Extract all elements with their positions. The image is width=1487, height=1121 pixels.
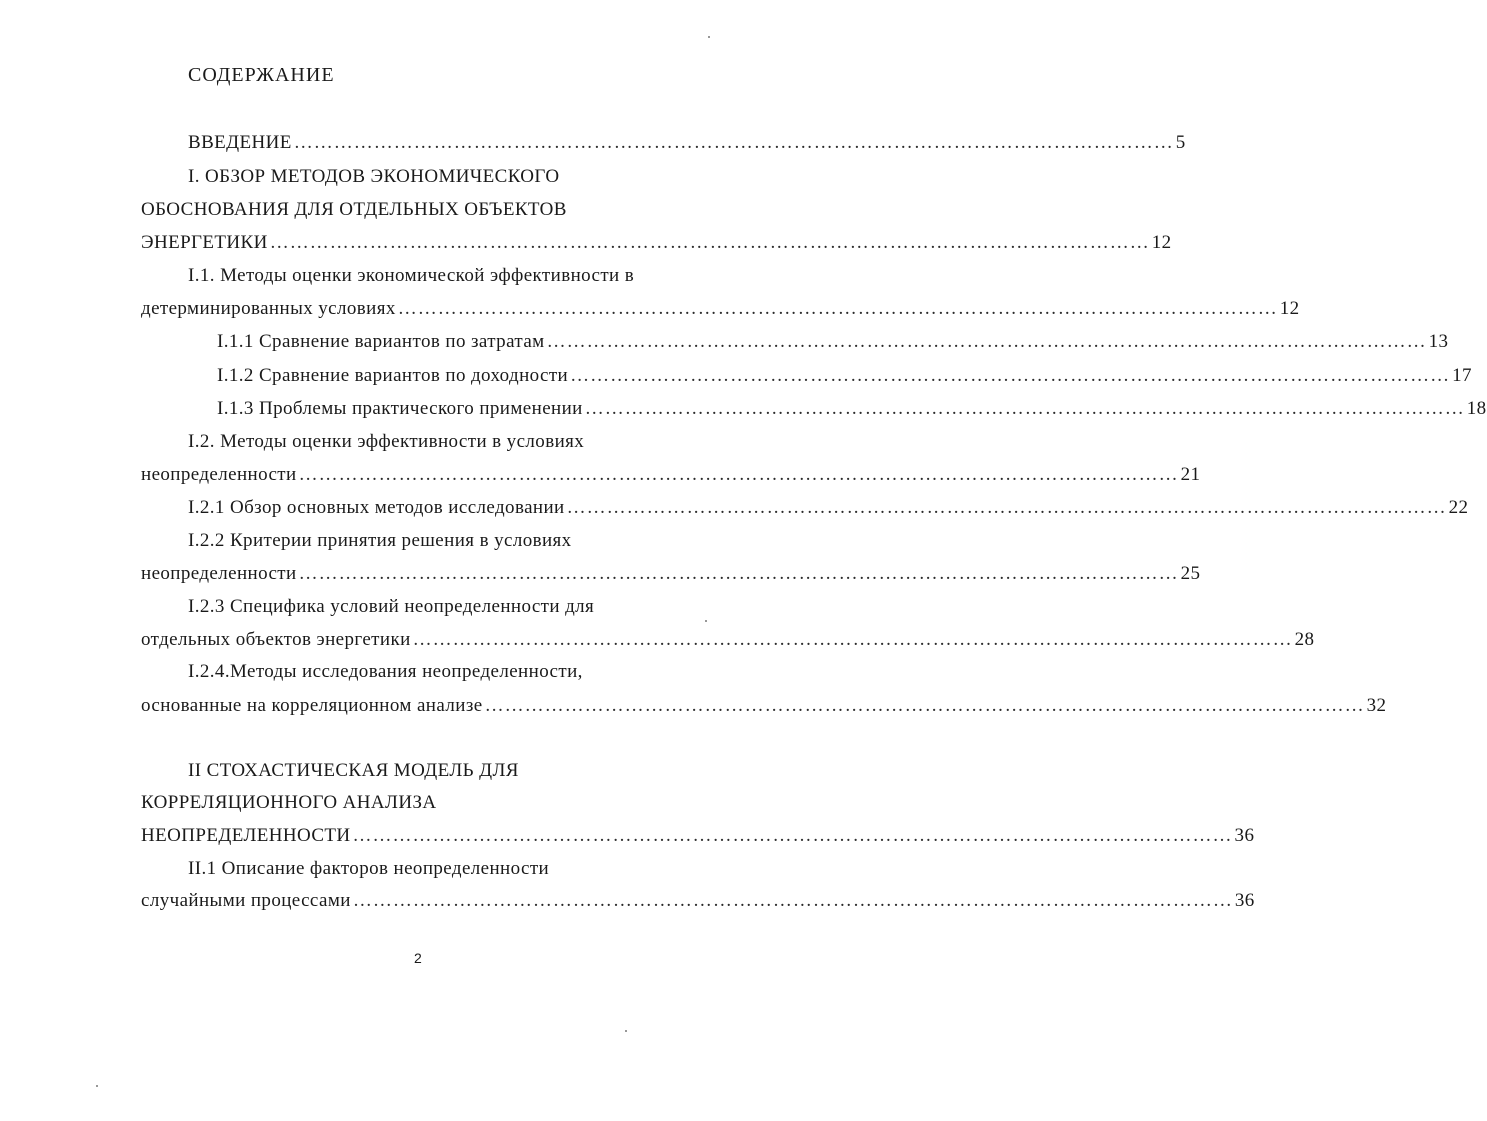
dot-leader: …………………………………………………………………………………………………………………… <box>484 695 1365 716</box>
toc-entry-title: отдельных объектов энергетики <box>141 629 411 650</box>
scan-speck <box>708 36 710 38</box>
toc-page-number: 36 <box>1234 890 1255 911</box>
toc-entry-intro <box>188 131 1186 155</box>
toc-entry-title: ЭНЕРГЕТИКИ <box>141 232 268 253</box>
toc-entry-title: I.1.1 Сравнение вариантов по затратам <box>217 331 545 352</box>
toc-chapter-2-line-1: II СТОХАСТИЧЕСКАЯ МОДЕЛЬ ДЛЯ <box>188 760 519 781</box>
toc-entry-title: неопределенности <box>141 563 297 584</box>
toc-entry-title: НЕОПРЕДЕЛЕННОСТИ <box>141 825 351 846</box>
toc-section-1-2-4-line-1: I.2.4.Методы исследования неопределенности, <box>188 661 583 682</box>
dot-leader: …………………………………………………………………………………………………………………… <box>570 365 1451 386</box>
toc-entry-section-1-1-2 <box>217 364 1472 388</box>
toc-entry-section-1-2 <box>141 463 1201 487</box>
toc-entry-section-1-2-2 <box>141 562 1201 586</box>
toc-page-number: 5 <box>1175 132 1186 153</box>
toc-heading: СОДЕРЖАНИЕ <box>188 64 335 86</box>
dot-leader: …………………………………………………………………………………………………………………… <box>566 497 1447 518</box>
toc-entry-section-1-2-1 <box>188 496 1469 520</box>
toc-section-1-2-2-line-1: I.2.2 Критерии принятия решения в условиях <box>188 530 572 551</box>
toc-entry-title: детерминированных условиях <box>141 298 396 319</box>
toc-section-2-1-line-1: II.1 Описание факторов неопределенности <box>188 858 550 879</box>
toc-page-number: 25 <box>1180 563 1201 584</box>
toc-page-number: 22 <box>1448 497 1469 518</box>
toc-entry-section-1-2-3 <box>141 628 1315 652</box>
page-number: 2 <box>414 950 422 966</box>
toc-entry-section-1-2-4 <box>141 694 1387 718</box>
toc-page-number: 17 <box>1452 365 1472 386</box>
toc-entry-title: I.1.3 Проблемы практического применении <box>217 398 583 419</box>
toc-section-1-2-3-line-1: I.2.3 Специфика условий неопределенности для <box>188 596 595 617</box>
dot-leader: …………………………………………………………………………………………………………………… <box>412 629 1293 650</box>
toc-section-1-2-line-1: I.2. Методы оценки эффективности в условиях <box>188 431 585 452</box>
dot-leader: …………………………………………………………………………………………………………………… <box>397 298 1278 319</box>
toc-chapter-2-line-2: КОРРЕЛЯЦИОННОГО АНАЛИЗА <box>141 792 437 813</box>
toc-entry-title: случайными процессами <box>141 890 351 911</box>
scan-speck <box>625 1030 627 1032</box>
toc-page-number: 21 <box>1180 464 1201 485</box>
scan-speck <box>96 1085 98 1087</box>
toc-entry-title: I.1.2 Сравнение вариантов по доходности <box>217 365 569 386</box>
toc-entry-section-2-1 <box>141 889 1255 913</box>
toc-entry-title: основанные на корреляционном анализе <box>141 695 483 716</box>
toc-chapter-1-line-2: ОБОСНОВАНИЯ ДЛЯ ОТДЕЛЬНЫХ ОБЪЕКТОВ <box>141 199 567 220</box>
dot-leader: …………………………………………………………………………………………………………………… <box>269 232 1150 253</box>
toc-entry-chapter-2 <box>141 824 1255 848</box>
toc-entry-title: I.2.1 Обзор основных методов исследовании <box>188 497 565 518</box>
toc-chapter-1-line-1: I. ОБЗОР МЕТОДОВ ЭКОНОМИЧЕСКОГО <box>188 166 560 187</box>
dot-leader: …………………………………………………………………………………………………………………… <box>352 825 1233 846</box>
dot-leader: …………………………………………………………………………………………………………………… <box>584 398 1465 419</box>
toc-page-number: 36 <box>1234 825 1255 846</box>
toc-page-number: 28 <box>1294 629 1315 650</box>
scan-speck <box>705 620 707 622</box>
toc-entry-section-1-1 <box>141 297 1300 321</box>
toc-section-1-1-line-1: I.1. Методы оценки экономической эффективности в <box>188 265 635 286</box>
toc-entry-title: ВВЕДЕНИЕ <box>188 132 292 153</box>
dot-leader: …………………………………………………………………………………………………………………… <box>298 563 1179 584</box>
toc-entry-section-1-1-3 <box>217 397 1487 421</box>
toc-page-number: 32 <box>1366 695 1387 716</box>
dot-leader: …………………………………………………………………………………………………………………… <box>293 132 1174 153</box>
toc-page-number: 12 <box>1151 232 1172 253</box>
dot-leader: …………………………………………………………………………………………………………………… <box>352 890 1233 911</box>
toc-page-number: 18 <box>1466 398 1487 419</box>
toc-page-number: 13 <box>1428 331 1449 352</box>
toc-page-number: 12 <box>1279 298 1300 319</box>
toc-entry-title: неопределенности <box>141 464 297 485</box>
dot-leader: …………………………………………………………………………………………………………………… <box>546 331 1427 352</box>
toc-entry-section-1-1-1 <box>217 330 1449 354</box>
toc-entry-chapter-1 <box>141 231 1172 255</box>
dot-leader: …………………………………………………………………………………………………………………… <box>298 464 1179 485</box>
